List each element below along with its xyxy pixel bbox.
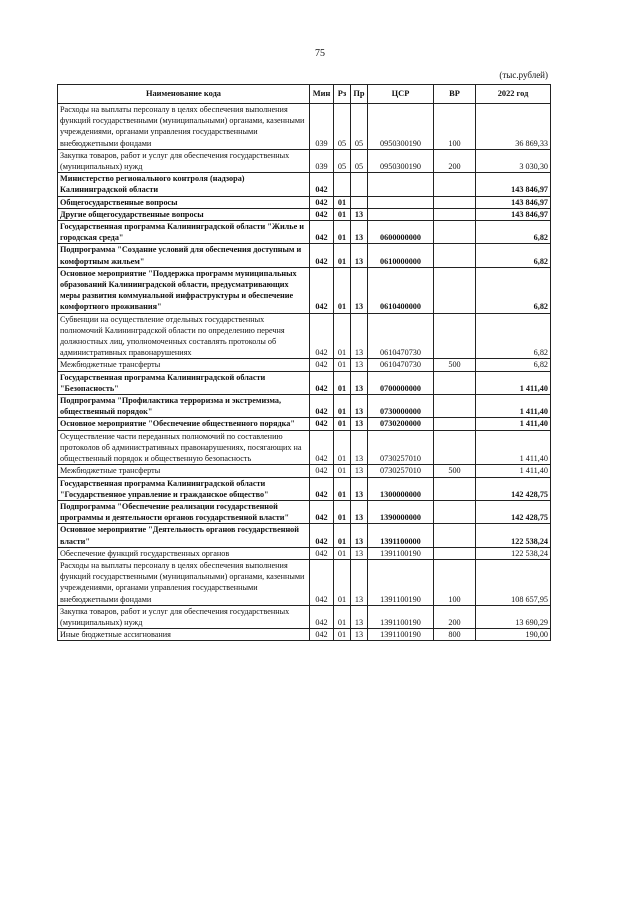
cell-min: 042 [310,208,334,220]
cell-amount: 190,00 [476,629,551,641]
cell-pr: 13 [351,313,368,359]
cell-vr [434,313,476,359]
cell-csr: 0730257010 [368,465,434,477]
cell-pr: 13 [351,477,368,500]
cell-rz: 01 [334,430,351,465]
header-amount: 2022 год [476,85,551,104]
cell-csr [368,173,434,196]
cell-name: Межбюджетные трансферты [58,465,310,477]
cell-rz: 01 [334,313,351,359]
cell-name: Государственная программа Калининградской области "Безопасность" [58,371,310,394]
cell-name: Закупка товаров, работ и услуг для обеспечения государственных (муниципальных) нужд [58,605,310,628]
cell-name: Закупка товаров, работ и услуг для обеспечения государственных (муниципальных) нужд [58,149,310,172]
cell-pr: 13 [351,244,368,267]
cell-min: 042 [310,395,334,418]
cell-csr: 0730257010 [368,430,434,465]
header-pr: Пр [351,85,368,104]
cell-csr: 0700000000 [368,371,434,394]
table-row [58,149,551,172]
cell-min: 042 [310,221,334,244]
cell-csr: 1391100190 [368,547,434,559]
table-row [58,605,551,628]
cell-amount: 143 846,97 [476,173,551,196]
cell-rz [334,173,351,196]
cell-vr: 100 [434,559,476,605]
cell-vr [434,418,476,430]
cell-name: Основное мероприятие "Деятельность органов государственной власти" [58,524,310,547]
cell-csr [368,208,434,220]
cell-pr [351,173,368,196]
cell-pr: 13 [351,524,368,547]
cell-name: Подпрограмма "Профилактика терроризма и экстремизма, общественный порядок" [58,395,310,418]
table-row [58,418,551,430]
cell-vr [434,430,476,465]
cell-amount: 36 869,33 [476,104,551,150]
cell-name: Иные бюджетные ассигнования [58,629,310,641]
cell-pr: 13 [351,547,368,559]
cell-rz: 05 [334,149,351,172]
cell-name: Осуществление части переданных полномочий по составлению протоколов об административных правонарушениях, посягающих на общественный порядок и общественную безопасность [58,430,310,465]
cell-csr: 1390000000 [368,500,434,523]
cell-amount: 1 411,40 [476,465,551,477]
cell-csr: 1300000000 [368,477,434,500]
cell-pr: 13 [351,395,368,418]
cell-min: 042 [310,605,334,628]
cell-min: 042 [310,371,334,394]
table-row [58,430,551,465]
units-label: (тыс.рублей) [499,70,548,80]
cell-name: Государственная программа Калининградской области "Жилье и городская среда" [58,221,310,244]
table-row [58,244,551,267]
cell-name: Министерство регионального контроля (надзора) Калининградской области [58,173,310,196]
cell-min: 042 [310,524,334,547]
cell-name: Основное мероприятие "Обеспечение общественного порядка" [58,418,310,430]
cell-rz: 01 [334,395,351,418]
cell-csr: 0610470730 [368,313,434,359]
table-row [58,465,551,477]
cell-rz: 01 [334,477,351,500]
cell-min: 042 [310,477,334,500]
table-row [58,547,551,559]
cell-amount: 6,82 [476,313,551,359]
cell-vr [434,395,476,418]
cell-amount: 142 428,75 [476,477,551,500]
cell-pr: 13 [351,208,368,220]
cell-pr: 13 [351,465,368,477]
cell-min: 042 [310,196,334,208]
cell-name: Обеспечение функций государственных органов [58,547,310,559]
cell-amount: 6,82 [476,359,551,371]
cell-rz: 01 [334,371,351,394]
table-row [58,208,551,220]
cell-vr: 500 [434,359,476,371]
cell-csr: 0730200000 [368,418,434,430]
cell-min: 042 [310,430,334,465]
cell-pr: 13 [351,371,368,394]
cell-min: 042 [310,244,334,267]
cell-amount: 13 690,29 [476,605,551,628]
cell-vr [434,477,476,500]
cell-min: 042 [310,418,334,430]
table-row [58,500,551,523]
cell-min: 042 [310,547,334,559]
cell-vr [434,173,476,196]
cell-rz: 05 [334,104,351,150]
cell-vr [434,244,476,267]
cell-csr: 1391100000 [368,524,434,547]
cell-pr: 05 [351,149,368,172]
cell-rz: 01 [334,605,351,628]
cell-min: 042 [310,359,334,371]
budget-table [57,84,551,641]
cell-vr [434,371,476,394]
table-row [58,524,551,547]
cell-rz: 01 [334,547,351,559]
header-csr: ЦСР [368,85,434,104]
header-vr: ВР [434,85,476,104]
cell-csr: 1391100190 [368,605,434,628]
cell-amount: 6,82 [476,244,551,267]
cell-min: 042 [310,173,334,196]
cell-min: 042 [310,267,334,313]
cell-min: 039 [310,149,334,172]
cell-csr: 0950300190 [368,104,434,150]
page-number: 75 [315,48,325,59]
cell-vr: 100 [434,104,476,150]
table-row [58,477,551,500]
cell-pr [351,196,368,208]
cell-pr: 13 [351,629,368,641]
cell-amount: 1 411,40 [476,395,551,418]
table-row [58,313,551,359]
table-row [58,196,551,208]
cell-name: Государственная программа Калининградской области "Государственное управление и гражданское общество" [58,477,310,500]
cell-name: Общегосударственные вопросы [58,196,310,208]
cell-amount: 3 030,30 [476,149,551,172]
cell-rz: 01 [334,524,351,547]
cell-pr: 13 [351,267,368,313]
table-header-row [58,85,551,104]
header-min: Мин [310,85,334,104]
cell-csr: 1391100190 [368,629,434,641]
cell-pr: 13 [351,221,368,244]
table-row [58,559,551,605]
header-name: Наименование кода [58,85,310,104]
cell-name: Межбюджетные трансферты [58,359,310,371]
cell-min: 039 [310,104,334,150]
cell-csr: 0600000000 [368,221,434,244]
table-row [58,173,551,196]
cell-name: Основное мероприятие "Поддержка программ муниципальных образований Калининградской области, предусматривающих меры развития коммунальной инфраструктуры и обеспечение комфортного проживания" [58,267,310,313]
cell-rz: 01 [334,208,351,220]
cell-min: 042 [310,465,334,477]
cell-amount: 1 411,40 [476,418,551,430]
cell-csr: 1391100190 [368,559,434,605]
cell-amount: 108 657,95 [476,559,551,605]
cell-amount: 122 538,24 [476,547,551,559]
cell-rz: 01 [334,500,351,523]
cell-amount: 143 846,97 [476,196,551,208]
cell-pr: 13 [351,605,368,628]
cell-min: 042 [310,559,334,605]
cell-vr: 800 [434,629,476,641]
cell-pr: 13 [351,500,368,523]
cell-amount: 143 846,97 [476,208,551,220]
cell-pr: 13 [351,559,368,605]
cell-amount: 122 538,24 [476,524,551,547]
cell-csr: 0610400000 [368,267,434,313]
cell-amount: 1 411,40 [476,430,551,465]
cell-pr: 13 [351,430,368,465]
cell-rz: 01 [334,418,351,430]
cell-amount: 142 428,75 [476,500,551,523]
cell-vr [434,196,476,208]
cell-vr: 200 [434,149,476,172]
table-row [58,359,551,371]
table-row [58,371,551,394]
header-rz: Рз [334,85,351,104]
cell-vr [434,267,476,313]
cell-amount: 6,82 [476,221,551,244]
cell-amount: 1 411,40 [476,371,551,394]
cell-min: 042 [310,500,334,523]
cell-rz: 01 [334,465,351,477]
cell-rz: 01 [334,244,351,267]
cell-rz: 01 [334,267,351,313]
cell-vr [434,221,476,244]
cell-vr: 200 [434,605,476,628]
cell-rz: 01 [334,359,351,371]
cell-name: Расходы на выплаты персоналу в целях обеспечения выполнения функций государственными (муниципальными) органами, казенными учреждениями, органами управления государственными внебюджетными фондами [58,104,310,150]
cell-vr [434,500,476,523]
cell-csr [368,196,434,208]
cell-name: Другие общегосударственные вопросы [58,208,310,220]
cell-pr: 13 [351,418,368,430]
cell-name: Подпрограмма "Создание условий для обеспечения доступным и комфортным жильем" [58,244,310,267]
cell-pr: 13 [351,359,368,371]
cell-rz: 01 [334,221,351,244]
cell-csr: 0730000000 [368,395,434,418]
cell-rz: 01 [334,559,351,605]
cell-name: Подпрограмма "Обеспечение реализации государственной программы и деятельности органов государственной власти" [58,500,310,523]
cell-csr: 0610470730 [368,359,434,371]
cell-min: 042 [310,313,334,359]
cell-min: 042 [310,629,334,641]
table-row [58,629,551,641]
cell-csr: 0610000000 [368,244,434,267]
cell-name: Субвенции на осуществление отдельных государственных полномочий Калининградской области по определению перечня должностных лиц, уполномоченных составлять протоколы об административных правонарушениях [58,313,310,359]
cell-vr [434,524,476,547]
cell-vr [434,547,476,559]
table-row [58,104,551,150]
table-row [58,267,551,313]
cell-rz: 01 [334,196,351,208]
cell-csr: 0950300190 [368,149,434,172]
cell-pr: 05 [351,104,368,150]
cell-rz: 01 [334,629,351,641]
table-row [58,221,551,244]
cell-vr: 500 [434,465,476,477]
table-row [58,395,551,418]
cell-vr [434,208,476,220]
cell-name: Расходы на выплаты персоналу в целях обеспечения выполнения функций государственными (муниципальными) органами, казенными учреждениями, органами управления государственными внебюджетными фондами [58,559,310,605]
cell-amount: 6,82 [476,267,551,313]
